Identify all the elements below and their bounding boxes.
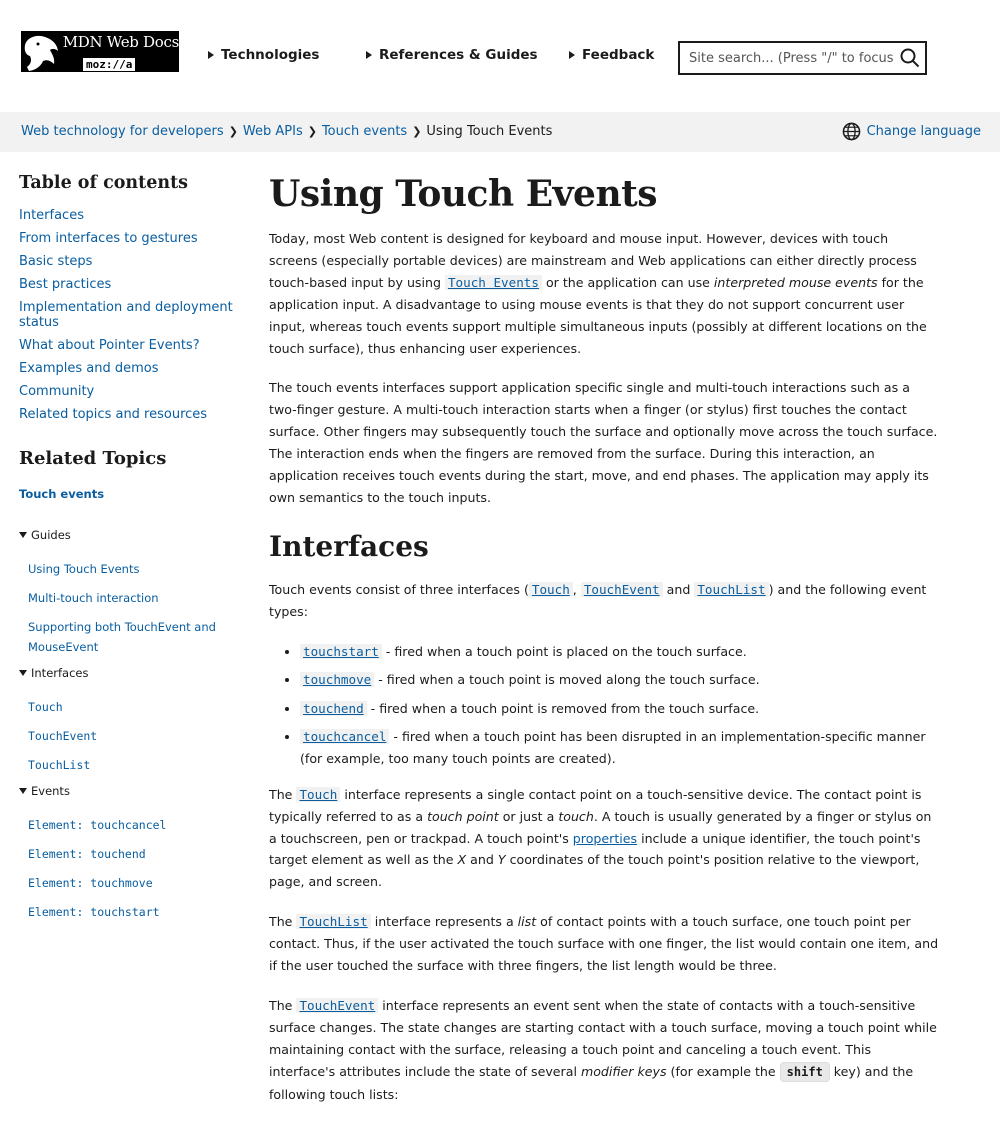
interfaces-heading: Interfaces [269, 529, 429, 563]
interface-touch[interactable]: Touch [28, 700, 63, 714]
caret-right-icon [208, 51, 214, 59]
touch-interface-paragraph [269, 784, 939, 894]
chevron-right-icon: ❯ [412, 125, 422, 138]
nav-references-label: References & Guides [379, 47, 538, 63]
text: The [269, 786, 297, 802]
sidebar [19, 172, 234, 931]
toc-item-pointer-events[interactable]: What about Pointer Events? [19, 338, 200, 353]
mdn-logo[interactable] [21, 31, 179, 72]
nav-technologies-label: Technologies [221, 47, 320, 63]
nav-technologies[interactable] [208, 47, 319, 63]
interfaces-list [19, 697, 234, 775]
text: for the application input. A disadvantage to using mouse events is that they do not support concurrent user input, whereas touch events support multiple simultaneous inputs (possibly at different locations on the touch surface), thus enhancing user experiences. [269, 274, 927, 356]
touchlist-code-link[interactable]: TouchList [296, 914, 370, 929]
caret-down-icon [19, 788, 27, 794]
touchlist-paragraph [269, 911, 939, 977]
change-language-button[interactable] [842, 122, 981, 141]
touchend-code-link[interactable]: touchend [300, 701, 367, 716]
text: interface represents an event sent when the state of contacts with a touch-sensitive surface changes. The state changes are starting contact with a touch surface, moving a touch point while maintaining contact with the surface, releasing a touch point and canceling a touch event. This interface's attributes include the state of several [269, 997, 937, 1079]
related-touch-events-link[interactable]: Touch events [19, 487, 105, 501]
toc-item-examples-demos[interactable]: Examples and demos [19, 361, 159, 376]
toc-item-related-topics[interactable]: Related topics and resources [19, 407, 208, 422]
text: ) and the following event types: [269, 581, 927, 619]
touchevent-code-link[interactable]: TouchEvent [296, 998, 378, 1013]
guide-touch-and-mouse[interactable]: Supporting both TouchEvent and MouseEvent [28, 620, 216, 654]
intro-paragraph [269, 228, 939, 359]
caret-down-icon [19, 532, 27, 538]
nav-feedback[interactable] [569, 47, 654, 63]
touchcancel-code-link[interactable]: touchcancel [300, 729, 389, 744]
toc-item-basic-steps[interactable]: Basic steps [19, 254, 93, 269]
text: include a unique identifier, the touch point's target element as well as the [269, 830, 921, 868]
text: interface represents a [370, 914, 518, 930]
breadcrumb-web-apis[interactable]: Web APIs [242, 124, 303, 139]
toc-item-interfaces[interactable]: Interfaces [19, 208, 84, 223]
touchmove-code-link[interactable]: touchmove [300, 672, 374, 687]
emphasis: X [457, 852, 467, 868]
page-title: Using Touch Events [269, 173, 658, 215]
text: - fired when a touch point is moved along the touch surface. [374, 672, 760, 688]
interface-touchevent[interactable]: TouchEvent [28, 729, 98, 743]
text: or just a [498, 808, 559, 824]
events-list [19, 815, 234, 922]
text: - fired when a touch point is removed from the touch surface. [366, 700, 760, 716]
site-search [678, 41, 927, 75]
interface-touchlist[interactable]: TouchList [28, 758, 91, 772]
text: Today, most Web content is designed for keyboard and mouse input. However, devices with touch screens (especially portable devices) are mainstream and Web applications can either directly process touch-based input by using [269, 231, 917, 290]
emphasis: Y [497, 852, 506, 868]
globe-icon [842, 122, 861, 141]
text: and [466, 852, 498, 868]
text: The [269, 914, 297, 930]
touchevent-code-link[interactable]: TouchEvent [581, 582, 663, 597]
properties-link[interactable]: properties [572, 830, 638, 846]
text: , [572, 581, 581, 597]
text: . A touch is usually generated by a finger or stylus on a touchscreen, pen or trackpad. A touch point's [269, 808, 932, 846]
list-item [300, 726, 939, 770]
breadcrumb-current: Using Touch Events [426, 124, 553, 139]
events-toggle[interactable] [19, 784, 234, 798]
nav-feedback-label: Feedback [582, 47, 655, 63]
event-touchstart[interactable]: Element: touchstart [28, 905, 160, 919]
shift-key: shift [780, 1062, 830, 1082]
toc-item-community[interactable]: Community [19, 384, 95, 399]
text: The [269, 997, 297, 1013]
event-touchmove[interactable]: Element: touchmove [28, 876, 153, 890]
change-language-label: Change language [866, 124, 981, 139]
event-touchend[interactable]: Element: touchend [28, 847, 146, 861]
list-item [300, 641, 939, 663]
touchevent-paragraph [269, 995, 939, 1106]
site-header [0, 0, 1000, 112]
touch-interfaces-paragraph: The touch events interfaces support application specific single and multi-touch interactions such as a two-finger gesture. A multi-touch interaction starts when a finger (or stylus) first touches the contact surface. Other fingers may subsequently touch the surface and optionally move across the touch surface. The interaction ends when the fingers are removed from the surface. During this interaction, an application receives touch events during the start, move, and end phases. The application may apply its own semantics to the touch inputs. [269, 380, 938, 505]
interfaces-label: Interfaces [31, 666, 89, 680]
breadcrumb-bar [0, 112, 1000, 152]
caret-right-icon [569, 51, 575, 59]
text: (for example the [666, 1063, 780, 1079]
article [269, 170, 939, 1124]
list-item [300, 669, 939, 691]
related-topics-title: Related Topics [19, 448, 167, 469]
text: of contact points with a touch surface, one touch point per contact. Thus, if the user activated the touch surface with one finger, the list would contain one item, and if the user touched the surface with three fingers, the list length would be three. [269, 914, 939, 974]
text: or the application can use [541, 274, 714, 290]
event-types-list [269, 641, 939, 770]
guides-label: Guides [31, 528, 71, 542]
table-of-contents [19, 208, 234, 422]
breadcrumb-web-technology[interactable]: Web technology for developers [21, 124, 224, 139]
text: - fired when a touch point has been disrupted in an implementation-specific manner (for example, too many touch points are created). [300, 728, 926, 766]
dinosaur-icon [21, 31, 61, 72]
guide-multi-touch[interactable]: Multi-touch interaction [28, 591, 159, 605]
breadcrumb [21, 124, 552, 139]
emphasis: modifier keys [580, 1063, 667, 1079]
search-icon[interactable] [895, 43, 925, 73]
emphasis: interpreted mouse events [713, 274, 878, 290]
event-touchcancel[interactable]: Element: touchcancel [28, 818, 167, 832]
nav-references-guides[interactable] [366, 47, 538, 63]
touch-events-code-link[interactable]: Touch Events [445, 275, 542, 290]
list-item [300, 698, 939, 720]
caret-down-icon [19, 670, 27, 676]
interfaces-intro [269, 579, 939, 623]
interfaces-toggle[interactable] [19, 666, 234, 680]
chevron-right-icon: ❯ [228, 125, 238, 138]
guides-toggle[interactable] [19, 528, 234, 542]
text: coordinates of the touch point's position relative to the viewport, page, and screen. [269, 852, 920, 890]
search-input[interactable] [680, 44, 895, 72]
text: interface represents a single contact point on a touch-sensitive device. The contact point is typically referred to as a [269, 786, 922, 824]
toc-item-implementation-status[interactable]: Implementation and deployment status [19, 300, 233, 330]
emphasis: list [517, 914, 537, 930]
touchlist-code-link[interactable]: TouchList [694, 582, 768, 597]
toc-item-best-practices[interactable]: Best practices [19, 277, 112, 292]
chevron-right-icon: ❯ [307, 125, 317, 138]
breadcrumb-touch-events[interactable]: Touch events [321, 124, 408, 139]
logo-text: MDN Web Docs [62, 33, 179, 51]
mozilla-wordmark: moz://a [83, 58, 135, 71]
guide-using-touch-events[interactable]: Using Touch Events [28, 562, 140, 576]
guides-list [19, 559, 234, 657]
toc-item-interfaces-to-gestures[interactable]: From interfaces to gestures [19, 231, 198, 246]
events-label: Events [31, 784, 70, 798]
text: and [662, 581, 695, 597]
text: key) and the following touch lists: [269, 1063, 914, 1102]
text: - fired when a touch point is placed on the touch surface. [381, 643, 747, 659]
touch-code-link[interactable]: Touch [296, 787, 340, 802]
text: Touch events consist of three interfaces ( [269, 581, 529, 597]
emphasis: touch point [427, 808, 499, 824]
emphasis: touch [558, 808, 594, 824]
touch-code-link[interactable]: Touch [529, 582, 573, 597]
caret-right-icon [366, 51, 372, 59]
touchstart-code-link[interactable]: touchstart [300, 644, 382, 659]
toc-title: Table of contents [19, 173, 189, 193]
